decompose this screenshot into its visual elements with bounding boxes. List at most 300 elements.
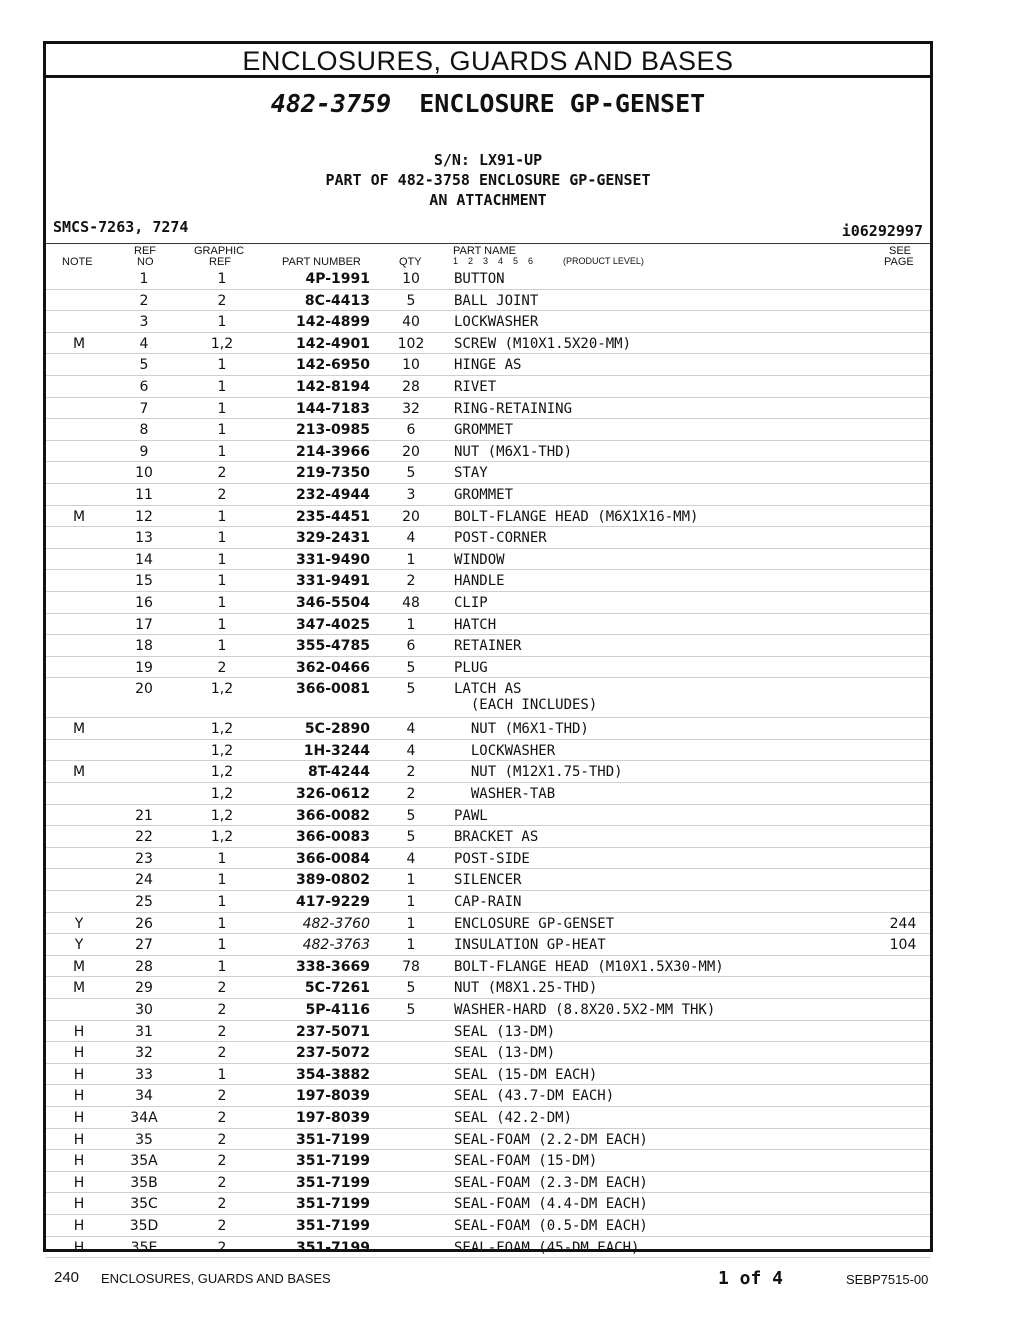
- part-name-cell: CLIP: [454, 594, 488, 611]
- part-name-cell: SEAL-FOAM (2.3-DM EACH): [454, 1174, 648, 1191]
- part-number-cell: 366-0084: [296, 850, 370, 867]
- part-name-cell: SCREW (M10X1.5X20-MM): [454, 335, 632, 352]
- col-see-1: SEE: [889, 245, 912, 257]
- part-number-cell: 331-9490: [296, 551, 370, 568]
- ref-no-cell: 3: [139, 314, 149, 331]
- part-number-cell: 237-5072: [296, 1045, 370, 1062]
- ref-no-cell: 13: [135, 530, 153, 547]
- table-row: [46, 506, 930, 528]
- col-graphic-2: REF: [209, 256, 231, 268]
- ref-no-cell: 35A: [130, 1153, 158, 1170]
- part-number-cell: 389-0802: [296, 872, 370, 889]
- qty-cell: 78: [402, 958, 420, 975]
- part-number-cell: 482-3760: [302, 915, 370, 932]
- ref-no-cell: 1: [139, 271, 149, 287]
- qty-cell: 5: [406, 465, 416, 482]
- part-name-cell: SEAL-FOAM (0.5-DM EACH): [454, 1217, 648, 1234]
- see-page-cell: 104: [889, 937, 917, 954]
- part-name-cell: NUT (M6X1-THD): [454, 721, 589, 738]
- table-row: [46, 1042, 930, 1064]
- table-row: [46, 1172, 930, 1194]
- ref-no-cell: 15: [135, 573, 153, 590]
- qty-cell: 4: [406, 742, 416, 759]
- part-number-cell: 1H-3244: [303, 742, 370, 759]
- column-header: [46, 244, 930, 268]
- part-number-cell: 366-0081: [296, 681, 370, 698]
- part-name-cell: PAWL: [454, 807, 488, 824]
- table-row: [46, 1215, 930, 1237]
- ref-no-cell: 9: [139, 443, 149, 460]
- qty-cell: 5: [406, 681, 416, 698]
- table-row: [46, 290, 930, 312]
- part-name-cell: NUT (M8X1.25-THD): [454, 980, 598, 997]
- table-row: [46, 740, 930, 762]
- note-cell: H: [73, 1045, 85, 1062]
- qty-cell: 6: [406, 422, 416, 439]
- qty-cell: 102: [397, 335, 425, 352]
- note-cell: H: [73, 1131, 85, 1148]
- table-row: [46, 891, 930, 913]
- graphic-ref-cell: 1: [217, 1066, 227, 1083]
- footer-page-of: 1 of 4: [718, 1268, 784, 1289]
- table-row: [46, 977, 930, 999]
- table-row: [46, 1237, 930, 1259]
- ref-no-cell: 35C: [130, 1196, 158, 1213]
- graphic-ref-cell: 2: [217, 659, 227, 676]
- ref-no-cell: 16: [135, 594, 153, 611]
- ref-no-cell: 33: [135, 1066, 153, 1083]
- ref-no-cell: 35B: [130, 1174, 158, 1191]
- qty-cell: 5: [406, 292, 416, 309]
- table-row: [46, 805, 930, 827]
- graphic-ref-cell: 1: [217, 915, 227, 932]
- graphic-ref-cell: 1: [217, 400, 227, 417]
- title-block: [46, 78, 930, 244]
- table-row: [46, 311, 930, 333]
- part-number-cell: 5C-2890: [304, 721, 370, 738]
- table-row: [46, 570, 930, 592]
- table-row: [46, 999, 930, 1021]
- ref-no-cell: 31: [135, 1023, 153, 1040]
- part-name-cell: HANDLE: [454, 573, 505, 590]
- graphic-ref-cell: 1,2: [210, 764, 234, 781]
- qty-cell: 4: [406, 850, 416, 867]
- graphic-ref-cell: 1: [217, 530, 227, 547]
- graphic-ref-cell: 2: [217, 1196, 227, 1213]
- ref-no-cell: 27: [135, 937, 153, 954]
- part-number-cell: 197-8039: [296, 1088, 370, 1105]
- table-row: [46, 398, 930, 420]
- table-row: [46, 1150, 930, 1172]
- part-name-cell: RETAINER: [454, 638, 522, 655]
- footer-section: ENCLOSURES, GUARDS AND BASES: [101, 1271, 331, 1286]
- part-name-cell: SEAL-FOAM (45-DM EACH): [454, 1239, 640, 1256]
- ref-no-cell: 35D: [129, 1217, 159, 1234]
- ref-no-cell: 10: [135, 465, 153, 482]
- part-name-cell: RIVET: [454, 378, 497, 395]
- graphic-ref-cell: 2: [217, 1045, 227, 1062]
- ref-no-cell: 7: [139, 400, 149, 417]
- note-cell: H: [73, 1066, 85, 1083]
- parts-list: [46, 268, 930, 1258]
- part-number-cell: 346-5504: [296, 594, 370, 611]
- qty-cell: 5: [406, 829, 416, 846]
- col-product-level: (PRODUCT LEVEL): [563, 256, 644, 266]
- ref-no-cell: 29: [135, 980, 153, 997]
- part-number-cell: 142-4899: [296, 314, 370, 331]
- table-row: [46, 614, 930, 636]
- section-banner: ENCLOSURES, GUARDS AND BASES: [46, 44, 930, 78]
- qty-cell: 5: [406, 659, 416, 676]
- graphic-ref-cell: 1,2: [210, 786, 234, 803]
- table-row: [46, 549, 930, 571]
- part-name-cell: WASHER-TAB: [454, 786, 556, 803]
- table-row: [46, 484, 930, 506]
- title-part-number: 482-3759: [270, 89, 392, 118]
- part-number-cell: 351-7199: [296, 1239, 370, 1256]
- ref-no-cell: 19: [135, 659, 153, 676]
- col-ref-1: REF: [134, 245, 156, 257]
- table-row: [46, 527, 930, 549]
- table-row: [46, 826, 930, 848]
- table-row: [46, 678, 930, 718]
- qty-cell: 20: [402, 508, 420, 525]
- part-name-cell: CAP-RAIN: [454, 894, 522, 911]
- note-cell: H: [73, 1109, 85, 1126]
- qty-cell: 2: [406, 786, 416, 803]
- part-name-cell: SEAL-FOAM (2.2-DM EACH): [454, 1131, 648, 1148]
- table-row: [46, 869, 930, 891]
- part-name-cell: NUT (M6X1-THD): [454, 443, 573, 460]
- part-number-cell: 142-6950: [296, 357, 370, 374]
- graphic-ref-cell: 2: [217, 486, 227, 503]
- ref-no-cell: 2: [139, 292, 149, 309]
- note-cell: H: [73, 1023, 85, 1040]
- part-of-line: PART OF 482-3758 ENCLOSURE GP-GENSET: [325, 171, 651, 189]
- qty-cell: 6: [406, 638, 416, 655]
- part-name-cell: GROMMET: [454, 422, 514, 439]
- qty-cell: 1: [406, 551, 416, 568]
- ref-no-cell: 11: [135, 486, 153, 503]
- table-row: [46, 635, 930, 657]
- graphic-ref-cell: 1: [217, 443, 227, 460]
- ref-no-cell: 28: [135, 958, 153, 975]
- note-cell: H: [73, 1088, 85, 1105]
- table-row: [46, 761, 930, 783]
- note-cell: H: [73, 1217, 85, 1234]
- graphic-ref-cell: 2: [217, 1217, 227, 1234]
- graphic-ref-cell: 1: [217, 357, 227, 374]
- graphic-ref-cell: 1: [217, 314, 227, 331]
- graphic-ref-cell: 1: [217, 378, 227, 395]
- part-number-cell: 214-3966: [296, 443, 370, 460]
- part-number-cell: 219-7350: [296, 465, 370, 482]
- qty-cell: 1: [406, 616, 416, 633]
- table-row: [46, 1193, 930, 1215]
- part-number-cell: 144-7183: [296, 400, 370, 417]
- table-row: [46, 848, 930, 870]
- table-row: [46, 592, 930, 614]
- part-number-cell: 142-8194: [296, 378, 370, 395]
- illustration-id: i06292997: [841, 222, 923, 240]
- part-number-cell: 351-7199: [296, 1174, 370, 1191]
- part-number-cell: 351-7199: [296, 1131, 370, 1148]
- part-name-cell: RING-RETAINING: [454, 400, 573, 417]
- note-cell: H: [73, 1196, 85, 1213]
- graphic-ref-cell: 1: [217, 850, 227, 867]
- part-number-cell: 366-0082: [296, 807, 370, 824]
- ref-no-cell: 30: [135, 1002, 153, 1018]
- col-levels: 1 2 3 4 5 6: [453, 256, 534, 266]
- graphic-ref-cell: 2: [217, 1131, 227, 1148]
- part-name-cell: WASHER-HARD (8.8X20.5X2-MM THK): [454, 1002, 716, 1018]
- part-number-cell: 142-4901: [296, 335, 370, 352]
- ref-no-cell: 26: [135, 915, 153, 932]
- table-row: [46, 376, 930, 398]
- part-number-cell: 8T-4244: [307, 764, 370, 781]
- title-part-name: ENCLOSURE GP-GENSET: [419, 89, 706, 118]
- footer-doc-id: SEBP7515-00: [846, 1272, 929, 1287]
- table-row: [46, 783, 930, 805]
- ref-no-cell: 14: [135, 551, 153, 568]
- col-note: NOTE: [62, 256, 93, 268]
- graphic-ref-cell: 1,2: [210, 829, 234, 846]
- smcs-code: SMCS-7263, 7274: [53, 218, 189, 236]
- graphic-ref-cell: 1,2: [210, 807, 234, 824]
- note-cell: H: [73, 1239, 85, 1256]
- part-number-cell: 213-0985: [296, 422, 370, 439]
- part-name-cell: SEAL-FOAM (4.4-DM EACH): [454, 1196, 648, 1213]
- qty-cell: 1: [406, 937, 416, 954]
- graphic-ref-cell: 1: [217, 271, 227, 287]
- graphic-ref-cell: 1: [217, 508, 227, 525]
- part-name-cell: PLUG: [454, 659, 488, 676]
- part-name-cell: LOCKWASHER: [454, 314, 539, 331]
- part-number-cell: 331-9491: [296, 573, 370, 590]
- graphic-ref-cell: 1: [217, 894, 227, 911]
- part-name-cell: SEAL (13-DM): [454, 1045, 556, 1062]
- table-row: [46, 1085, 930, 1107]
- graphic-ref-cell: 2: [217, 465, 227, 482]
- part-number-cell: 351-7199: [296, 1153, 370, 1170]
- part-number-cell: 237-5071: [296, 1023, 370, 1040]
- ref-no-cell: 23: [135, 850, 153, 867]
- graphic-ref-cell: 1: [217, 594, 227, 611]
- note-cell: Y: [74, 915, 84, 932]
- col-part-name: PART NAME: [453, 245, 516, 257]
- attachment-line: AN ATTACHMENT: [429, 191, 547, 209]
- part-name-cell: STAY: [454, 465, 488, 482]
- table-row: [46, 956, 930, 978]
- page-title: [46, 87, 930, 121]
- part-name-cell: BALL JOINT: [454, 292, 539, 309]
- part-name-cell: BOLT-FLANGE HEAD (M10X1.5X30-MM): [454, 958, 724, 975]
- qty-cell: 1: [406, 872, 416, 889]
- part-name-cell: BOLT-FLANGE HEAD (M6X1X16-MM): [454, 508, 699, 525]
- graphic-ref-cell: 1: [217, 616, 227, 633]
- part-name-cell: SEAL-FOAM (15-DM): [454, 1153, 598, 1170]
- part-name-cell: GROMMET: [454, 486, 514, 503]
- ref-no-cell: 34: [135, 1088, 153, 1105]
- graphic-ref-cell: 2: [217, 980, 227, 997]
- graphic-ref-cell: 1: [217, 573, 227, 590]
- table-row: [46, 333, 930, 355]
- graphic-ref-cell: 2: [217, 1002, 227, 1018]
- table-row: [46, 1107, 930, 1129]
- part-name-cell: INSULATION GP-HEAT: [454, 937, 606, 954]
- part-name-cell: SILENCER: [454, 872, 522, 889]
- table-row: [46, 1064, 930, 1086]
- part-number-cell: 366-0083: [296, 829, 370, 846]
- qty-cell: 40: [402, 314, 420, 331]
- qty-cell: 2: [406, 764, 416, 781]
- part-name-cell: NUT (M12X1.75-THD): [454, 764, 623, 781]
- note-cell: M: [72, 958, 86, 975]
- part-number-cell: 351-7199: [296, 1217, 370, 1234]
- part-number-cell: 354-3882: [296, 1066, 370, 1083]
- part-name-cell: SEAL (42.2-DM): [454, 1109, 573, 1126]
- ref-no-cell: 22: [135, 829, 153, 846]
- graphic-ref-cell: 1,2: [210, 335, 234, 352]
- col-part-number: PART NUMBER: [282, 256, 361, 268]
- table-row: [46, 913, 930, 935]
- ref-no-cell: 24: [135, 872, 153, 889]
- part-number-cell: 338-3669: [296, 958, 370, 975]
- graphic-ref-cell: 1: [217, 551, 227, 568]
- table-row: [46, 419, 930, 441]
- part-number-cell: 235-4451: [296, 508, 370, 525]
- qty-cell: 2: [406, 573, 416, 590]
- graphic-ref-cell: 2: [217, 1153, 227, 1170]
- qty-cell: 1: [406, 894, 416, 911]
- table-row: [46, 1021, 930, 1043]
- qty-cell: 10: [402, 271, 420, 287]
- graphic-ref-cell: 1: [217, 872, 227, 889]
- table-row: [46, 441, 930, 463]
- qty-cell: 28: [402, 378, 420, 395]
- parts-page-frame: [43, 41, 933, 1256]
- see-page-cell: 244: [889, 915, 917, 932]
- part-number-cell: 329-2431: [296, 530, 370, 547]
- graphic-ref-cell: 1,2: [210, 721, 234, 738]
- note-cell: M: [72, 335, 86, 352]
- graphic-ref-cell: 1: [217, 937, 227, 954]
- qty-cell: 3: [406, 486, 416, 503]
- qty-cell: 4: [406, 721, 416, 738]
- qty-cell: 1: [406, 915, 416, 932]
- part-number-cell: 326-0612: [296, 786, 370, 803]
- ref-no-cell: 25: [135, 894, 153, 911]
- part-number-cell: 5C-7261: [304, 980, 370, 997]
- part-number-cell: 5P-4116: [305, 1002, 370, 1018]
- part-name-cell: BUTTON: [454, 271, 505, 287]
- qty-cell: 5: [406, 807, 416, 824]
- note-cell: M: [72, 764, 86, 781]
- ref-no-cell: 34A: [130, 1109, 158, 1126]
- col-qty: QTY: [399, 256, 422, 268]
- note-cell: M: [72, 508, 86, 525]
- part-number-cell: 355-4785: [296, 638, 370, 655]
- graphic-ref-cell: 1: [217, 422, 227, 439]
- footer-page-number: 240: [54, 1269, 80, 1286]
- ref-no-cell: 6: [139, 378, 149, 395]
- ref-no-cell: 8: [139, 422, 149, 439]
- ref-no-cell: 35: [135, 1131, 153, 1148]
- graphic-ref-cell: 1,2: [210, 681, 234, 698]
- graphic-ref-cell: 1: [217, 638, 227, 655]
- col-ref-2: NO: [137, 256, 154, 268]
- col-graphic-1: GRAPHIC: [194, 245, 245, 257]
- part-name-cell: SEAL (43.7-DM EACH): [454, 1088, 615, 1105]
- page-footer: [0, 1268, 1020, 1292]
- ref-no-cell: 12: [135, 508, 153, 525]
- graphic-ref-cell: 2: [217, 1174, 227, 1191]
- ref-no-cell: 17: [135, 616, 153, 633]
- part-number-cell: 351-7199: [296, 1196, 370, 1213]
- part-name-cell: HATCH: [454, 616, 497, 633]
- qty-cell: 4: [406, 530, 416, 547]
- table-row: [46, 657, 930, 679]
- part-name-cell: SEAL (15-DM EACH): [454, 1066, 598, 1083]
- table-row: [46, 718, 930, 740]
- qty-cell: 5: [406, 1002, 416, 1018]
- part-number-cell: 232-4944: [296, 486, 370, 503]
- note-cell: M: [72, 980, 86, 997]
- note-cell: H: [73, 1153, 85, 1170]
- table-row: [46, 354, 930, 376]
- part-name-cell: ENCLOSURE GP-GENSET: [454, 915, 615, 932]
- ref-no-cell: 5: [139, 357, 149, 374]
- graphic-ref-cell: 1,2: [210, 742, 234, 759]
- part-number-cell: 482-3763: [302, 937, 370, 954]
- part-number-cell: 362-0466: [296, 659, 370, 676]
- table-row: [46, 934, 930, 956]
- part-name-cell: HINGE AS: [454, 357, 522, 374]
- ref-no-cell: 21: [135, 807, 153, 824]
- part-number-cell: 4P-1991: [305, 271, 370, 287]
- qty-cell: 32: [402, 400, 420, 417]
- part-number-cell: 8C-4413: [304, 292, 370, 309]
- table-row: [46, 462, 930, 484]
- serial-range: S/N: LX91-UP: [433, 151, 543, 169]
- note-cell: M: [72, 721, 86, 738]
- table-row: [46, 1129, 930, 1151]
- graphic-ref-cell: 2: [217, 1088, 227, 1105]
- part-number-cell: 197-8039: [296, 1109, 370, 1126]
- ref-no-cell: 20: [135, 681, 153, 698]
- part-number-cell: 347-4025: [296, 616, 370, 633]
- graphic-ref-cell: 2: [217, 1239, 227, 1256]
- ref-no-cell: 18: [135, 638, 153, 655]
- graphic-ref-cell: 2: [217, 1109, 227, 1126]
- note-cell: H: [73, 1174, 85, 1191]
- graphic-ref-cell: 2: [217, 1023, 227, 1040]
- ref-no-cell: 4: [139, 335, 149, 352]
- part-name-cell: POST-CORNER: [454, 530, 547, 547]
- ref-no-cell: 32: [135, 1045, 153, 1062]
- qty-cell: 5: [406, 980, 416, 997]
- ref-no-cell: 35E: [130, 1239, 158, 1256]
- qty-cell: 20: [402, 443, 420, 460]
- qty-cell: 10: [402, 357, 420, 374]
- note-cell: Y: [74, 937, 84, 954]
- part-name-cell: SEAL (13-DM): [454, 1023, 556, 1040]
- part-number-cell: 417-9229: [296, 894, 370, 911]
- col-see-2: PAGE: [884, 256, 914, 268]
- part-name-cell: LATCH AS (EACH INCLUDES): [454, 681, 598, 714]
- part-name-cell: WINDOW: [454, 551, 505, 568]
- graphic-ref-cell: 2: [217, 292, 227, 309]
